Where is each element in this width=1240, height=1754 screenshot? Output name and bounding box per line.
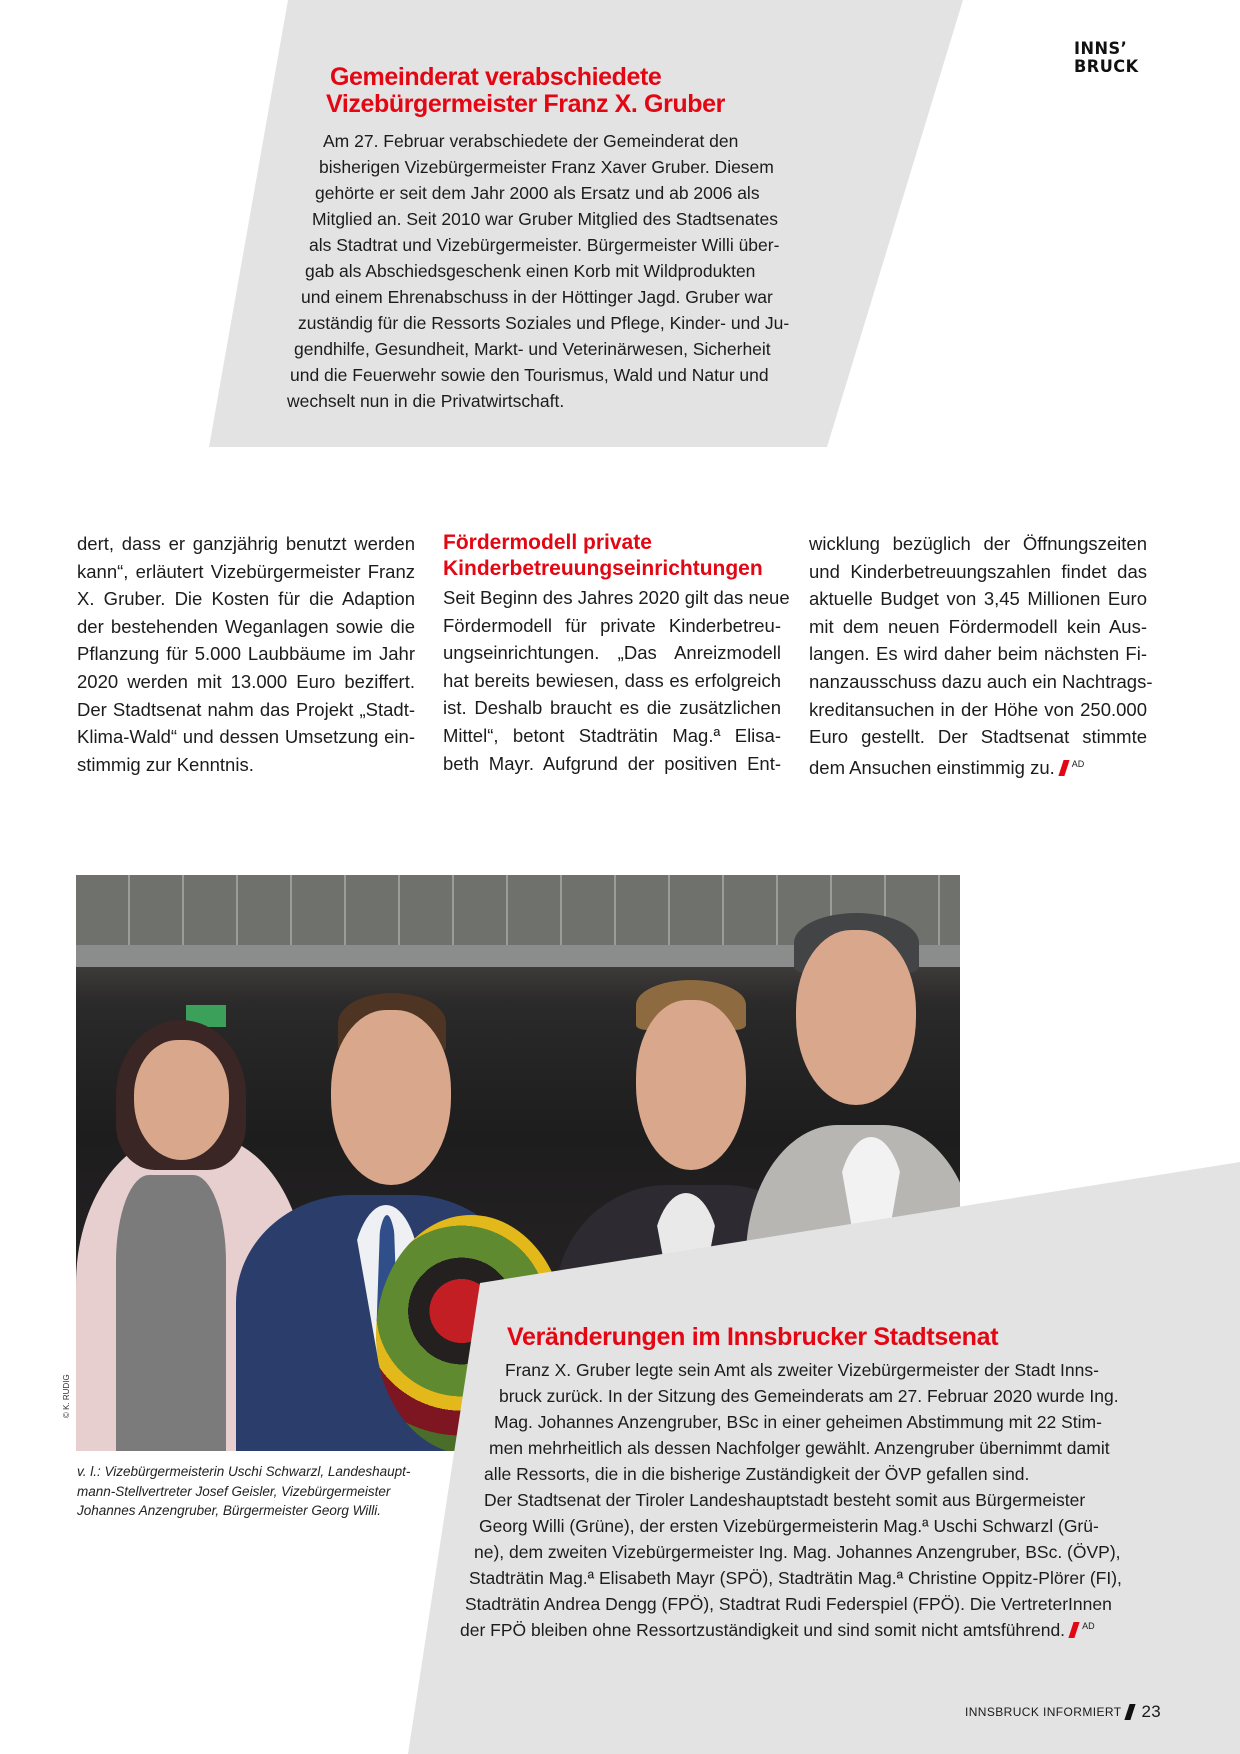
photo-credit: © K. RUDIG [62, 1374, 71, 1418]
caption-line: Johannes Anzengruber, Bürgermeister Georg Willi. [77, 1503, 382, 1518]
body-line: Der Stadtsenat der Tiroler Landeshauptstadt besteht somit aus Bürgermeister [484, 1490, 1086, 1510]
section-heading: Kinderbetreuungseinrichtungen [443, 557, 763, 580]
page-number: 23 [1141, 1702, 1162, 1721]
photo-caption [77, 1462, 437, 1521]
col-line: Pflanzung für 5.000 Laubbäume im Jahr [77, 643, 415, 665]
column-3 [809, 530, 1153, 781]
body-line: gendhilfe, Gesundheit, Markt- und Veterinärwesen, Sicherheit [294, 339, 771, 359]
body-line: Mag. Johannes Anzengruber, BSc in einer geheimen Abstimmung mit 22 Stim- [494, 1412, 1102, 1432]
title-line: Vizebürgermeister Franz X. Gruber [326, 90, 725, 118]
body-last-line [460, 1620, 1095, 1641]
col-line: X. Gruber. Die Kosten für die Adaption [77, 588, 415, 610]
bottom-article-title: Veränderungen im Innsbrucker Stadtsenat [507, 1323, 999, 1351]
body-line: gehörte er seit dem Jahr 2000 als Ersatz und ab 2006 als [315, 183, 760, 203]
body-line: als Stadtrat und Vizebürgermeister. Bürgermeister Willi über- [309, 235, 780, 255]
body-line: Am 27. Februar verabschiedete der Gemeinderat den [323, 131, 739, 151]
person-2-face [331, 1010, 451, 1185]
body-line: Mitglied an. Seit 2010 war Gruber Mitglied des Stadtsenates [312, 209, 778, 229]
col-line: und Kinderbetreuungszahlen findet das [809, 560, 1147, 582]
body-line: bruck zurück. In der Sitzung des Gemeinderats am 27. Februar 2020 wurde Ing. [499, 1386, 1119, 1406]
body-line: bisherigen Vizebürgermeister Franz Xaver Gruber. Diesem [319, 157, 774, 177]
body-line: zuständig für die Ressorts Soziales und Pflege, Kinder- und Ju- [298, 313, 790, 333]
end-mark-icon [1068, 1622, 1079, 1638]
author-initials: AD [1071, 758, 1085, 769]
body-line: Georg Willi (Grüne), der ersten Vizebürgermeisterin Mag.ª Uschi Schwarzl (Grü- [479, 1516, 1099, 1536]
column-2 [443, 530, 790, 777]
body-line: der FPÖ bleiben ohne Ressortzuständigkeit und sind somit nicht amtsführend. [460, 1620, 1066, 1640]
body-line: ne), dem zweiten Vizebürgermeister Ing. Mag. Johannes Anzengruber, BSc. (ÖVP), [474, 1542, 1121, 1562]
body-line: und die Feuerwehr sowie den Tourismus, Wald und Natur und [290, 365, 769, 385]
col-line: kreditansuchen in der Höhe von 250.000 [809, 698, 1147, 720]
title-line: Gemeinderat verabschiedete [330, 63, 662, 91]
body-line: alle Ressorts, die in die bisherige Zuständigkeit der ÖVP gefallen sind. [484, 1464, 1030, 1484]
col-line: nanzausschuss dazu auch ein Nachtrags- [809, 670, 1153, 692]
col-line: beth Mayr. Aufgrund der positiven Ent- [443, 752, 781, 774]
col-line: 2020 werden mit 13.000 Euro beziffert. [77, 670, 415, 692]
col-line: Euro gestellt. Der Stadtsenat stimmte [809, 726, 1147, 748]
innsbruck-logo [1074, 40, 1142, 76]
col-line: der bestehenden Weganlagen sowie die [77, 615, 415, 637]
body-line: men mehrheitlich als dessen Nachfolger gewählt. Anzengruber übernimmt damit [489, 1438, 1110, 1458]
author-initials: AD [1082, 1621, 1095, 1631]
person-4-face [796, 930, 916, 1105]
caption-line: mann-Stellvertreter Josef Geisler, Vizebürgermeister [77, 1483, 391, 1499]
slash-mark-icon [1125, 1704, 1136, 1720]
col-line: hat bereits bewiesen, dass es erfolgreich [443, 669, 781, 691]
page-footer [965, 1702, 1161, 1722]
col-line: langen. Es wird daher beim nächsten Fi- [809, 643, 1147, 665]
body-line: gab als Abschiedsgeschenk einen Korb mit Wildprodukten [305, 261, 756, 281]
col-line: ungseinrichtungen. „Das Anreizmodell [443, 642, 781, 664]
col-last-line [809, 751, 1147, 782]
col-line: mit dem neuen Fördermodell kein Aus- [809, 615, 1147, 637]
publication-name: INNSBRUCK INFORMIERT [965, 1705, 1122, 1719]
caption-line: v. l.: Vizebürgermeisterin Uschi Schwarzl, Landeshaupt- [77, 1464, 411, 1479]
col-line: dem Ansuchen einstimmig zu. [809, 756, 1055, 778]
col-line: kann“, erläutert Vizebürgermeister Franz [77, 560, 415, 582]
logo-line-1: INNS’ [1074, 39, 1128, 59]
col-line: wicklung bezüglich der Öffnungszeiten [809, 533, 1147, 554]
col-line: Fördermodell für private Kinderbetreu- [443, 614, 781, 636]
col-line: Der Stadtsenat nahm das Projekt „Stadt- [77, 698, 415, 720]
end-mark-icon [1058, 760, 1069, 776]
body-line: wechselt nun in die Privatwirtschaft. [287, 391, 565, 411]
body-line: Franz X. Gruber legte sein Amt als zweiter Vizebürgermeister der Stadt Inns- [505, 1360, 1099, 1380]
col-line: aktuelle Budget von 3,45 Millionen Euro [809, 588, 1147, 610]
col-line: Seit Beginn des Jahres 2020 gilt das neue [443, 587, 790, 608]
col-line: Klima-Wald“ und dessen Umsetzung ein- [77, 726, 415, 748]
col-line: dert, dass er ganzjährig benutzt werden [77, 533, 415, 554]
body-line: Stadträtin Mag.ª Elisabeth Mayr (SPÖ), Stadträtin Mag.ª Christine Oppitz-Plörer (FI), [469, 1568, 1122, 1588]
col-line: stimmig zur Kenntnis. [77, 753, 254, 775]
body-line: Stadträtin Andrea Dengg (FPÖ), Stadtrat Rudi Federspiel (FPÖ). Die VertreterInnen [465, 1594, 1112, 1614]
body-line: und einem Ehrenabschuss in der Höttinger Jagd. Gruber war [301, 287, 773, 307]
logo-line-2: BRUCK [1074, 57, 1139, 77]
section-heading: Fördermodell private [443, 531, 652, 554]
person-1-face [134, 1040, 229, 1160]
col-line: Mittel“, betont Stadträtin Mag.ª Elisa- [443, 724, 781, 746]
col-line: ist. Deshalb braucht es die zusätzlichen [443, 697, 781, 719]
person-3-face [636, 1000, 746, 1170]
column-1 [77, 530, 415, 778]
person-1-sweater [116, 1175, 226, 1451]
